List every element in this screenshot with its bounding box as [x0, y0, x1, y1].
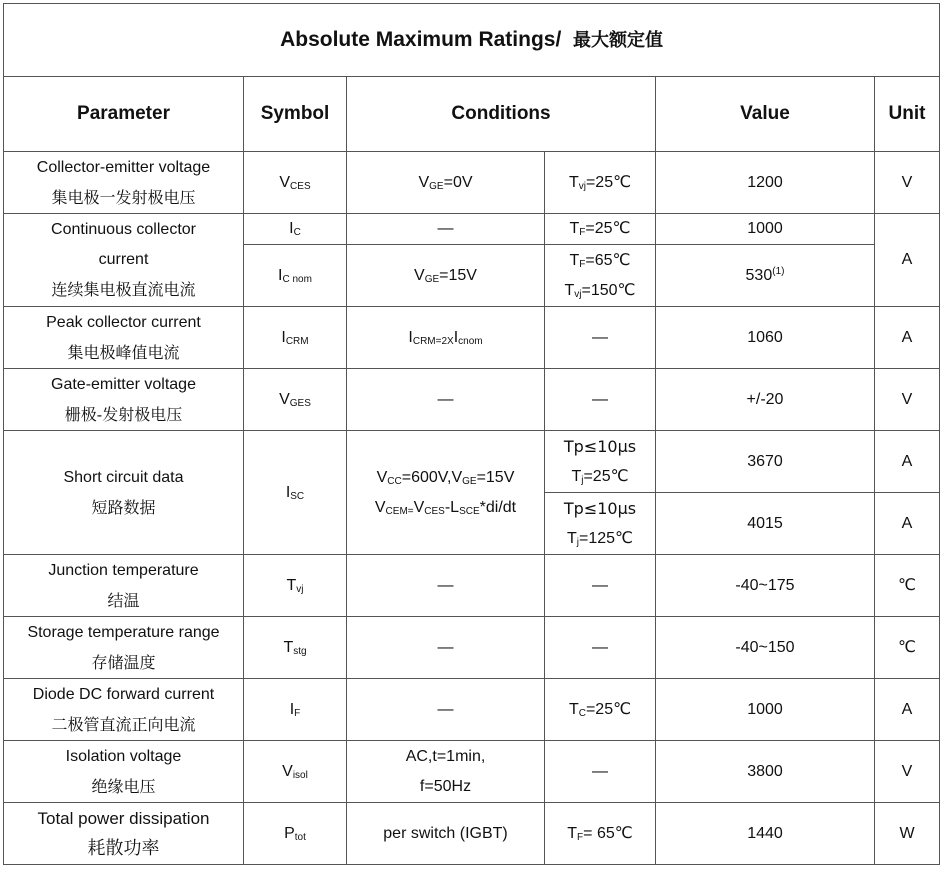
symbol-cell — [244, 617, 347, 679]
cond-rest: =25℃ — [585, 173, 632, 191]
symbol-main: V — [282, 762, 293, 780]
param-en: Diode DC forward current — [32, 685, 215, 703]
param-cell — [4, 555, 244, 617]
cond-part: V — [413, 498, 425, 516]
param-en: Storage temperature range — [27, 623, 220, 641]
param-en: Isolation voltage — [65, 747, 182, 765]
cond-sub: CEM= — [385, 505, 414, 517]
cond-sub: F — [577, 831, 584, 843]
condition-temp-cell: — — [545, 555, 656, 617]
header-value: Value — [656, 77, 875, 152]
value-cell: 3670 — [656, 431, 875, 493]
cond-sub: j — [581, 474, 584, 486]
cond-main: T — [571, 467, 582, 485]
condition-temp-cell — [545, 245, 656, 307]
value-number: 530 — [745, 266, 773, 284]
condition-temp-cell: — — [545, 617, 656, 679]
unit-cell: A — [875, 431, 940, 493]
symbol-sub: CRM — [285, 335, 309, 347]
condition-cell: — — [347, 369, 545, 431]
condition-cell: — — [347, 555, 545, 617]
symbol-sub: SC — [290, 490, 305, 502]
symbol-sub: vj — [296, 583, 304, 595]
value-cell: -40~175 — [656, 555, 875, 617]
condition-temp-cell — [545, 214, 656, 245]
value-cell: 1000 — [656, 214, 875, 245]
header-row — [4, 77, 940, 152]
row-tstg — [4, 617, 940, 679]
row-vces — [4, 152, 940, 214]
unit-cell: V — [875, 152, 940, 214]
symbol-main: I — [289, 700, 295, 718]
cond-sub: GE — [462, 475, 477, 487]
value-cell: 1060 — [656, 307, 875, 369]
symbol-sub: CES — [290, 180, 311, 192]
unit-cell: W — [875, 803, 940, 865]
unit-cell: A — [875, 307, 940, 369]
param-cell — [4, 152, 244, 214]
param-cell — [4, 307, 244, 369]
condition-temp-cell — [545, 679, 656, 741]
condition-temp-cell — [545, 152, 656, 214]
param-zh: 耗散功率 — [87, 837, 160, 859]
condition-cell: — — [347, 214, 545, 245]
cond-sub: CRM=2X — [412, 335, 454, 347]
condition-cell: — — [347, 617, 545, 679]
cond-part: V — [376, 468, 388, 486]
tj-condition — [547, 462, 653, 492]
symbol-cell — [244, 431, 347, 555]
cond-main-2: I — [453, 328, 459, 346]
cond-sub: SCE — [459, 505, 480, 517]
unit-cell: A — [875, 214, 940, 307]
tp-condition: Tp≤10μs — [563, 498, 637, 518]
symbol-cell — [244, 679, 347, 741]
condition-temp-cell: — — [545, 369, 656, 431]
table-title — [4, 4, 940, 77]
unit-cell: ℃ — [875, 555, 940, 617]
symbol-main: I — [278, 266, 283, 284]
param-zh: 短路数据 — [91, 497, 156, 517]
cond-sub: vj — [578, 180, 586, 192]
symbol-sub: F — [294, 707, 301, 719]
value-cell: 1440 — [656, 803, 875, 865]
row-vges — [4, 369, 940, 431]
cond-line-2 — [349, 493, 542, 523]
symbol-sub: tot — [294, 831, 306, 843]
cond-sub: GE — [424, 273, 440, 285]
cond-main: V — [414, 266, 425, 284]
cond-sub: F — [579, 227, 586, 238]
unit-cell: A — [875, 493, 940, 555]
row-ic — [4, 214, 940, 245]
param-cell — [4, 214, 244, 307]
cond-sub: F — [579, 258, 586, 270]
unit-cell: ℃ — [875, 617, 940, 679]
cond-part: V — [374, 498, 386, 516]
symbol-main: V — [279, 173, 291, 191]
row-tvj — [4, 555, 940, 617]
cond-sub: C — [578, 707, 586, 719]
condition-temp-cell — [545, 803, 656, 865]
condition-cell — [347, 307, 545, 369]
param-en: Gate-emitter voltage — [51, 375, 196, 393]
symbol-cell — [244, 245, 347, 307]
condition-temp-cell — [545, 493, 656, 555]
cond-main: T — [569, 220, 580, 237]
header-unit: Unit — [875, 77, 940, 152]
param-en: Collector-emitter voltage — [36, 158, 211, 176]
condition-cell — [347, 741, 545, 803]
param-en: Total power dissipation — [37, 808, 210, 828]
symbol-sub: C — [293, 227, 301, 238]
value-cell — [656, 245, 875, 307]
condition-temp-cell — [545, 431, 656, 493]
cond-rest: =15V — [439, 266, 477, 284]
cond-rest: =25℃ — [583, 467, 629, 485]
condition-cell — [347, 431, 545, 555]
param-zh: 集电极峰值电流 — [67, 342, 180, 362]
cond-sub-2: cnom — [458, 335, 483, 347]
cond-line-2: f=50Hz — [419, 777, 472, 795]
param-cell — [4, 679, 244, 741]
value-cell: -40~150 — [656, 617, 875, 679]
value-cell: 3800 — [656, 741, 875, 803]
param-cell — [4, 741, 244, 803]
row-if — [4, 679, 940, 741]
table-title-en: Absolute Maximum Ratings/ — [280, 27, 562, 51]
cond-rest: =25℃ — [585, 700, 632, 718]
cond-main: T — [568, 173, 579, 191]
cond-rest: =0V — [443, 173, 473, 191]
tj-condition — [547, 524, 653, 554]
symbol-sub: C nom — [282, 273, 312, 285]
header-conditions: Conditions — [347, 77, 656, 152]
cond-main: V — [418, 173, 430, 191]
tp-condition: Tp≤10μs — [563, 436, 637, 456]
cond-part: =600V,V — [401, 468, 463, 486]
cond-sub: CES — [424, 505, 445, 517]
param-cell — [4, 803, 244, 865]
param-zh: 绝缘电压 — [91, 776, 156, 796]
symbol-main: T — [286, 576, 297, 594]
param-zh: 栅极-发射极电压 — [64, 404, 183, 424]
param-zh: 二极管直流正向电流 — [51, 714, 196, 734]
symbol-main: V — [279, 390, 290, 408]
cond-rest: =65℃ — [585, 251, 631, 269]
symbol-sub: stg — [293, 645, 307, 657]
symbol-cell — [244, 555, 347, 617]
cond-rest: =150℃ — [581, 281, 636, 299]
footnote-ref: (1) — [772, 265, 785, 277]
param-cell — [4, 617, 244, 679]
header-parameter: Parameter — [4, 77, 244, 152]
symbol-cell — [244, 307, 347, 369]
cond-line-1: AC,t=1min, — [405, 747, 486, 765]
param-en-1: Continuous collector — [51, 221, 196, 238]
unit-cell: V — [875, 741, 940, 803]
cond-rest: =25℃ — [585, 220, 631, 237]
symbol-main: I — [289, 220, 294, 237]
row-ptot — [4, 803, 940, 865]
symbol-main: P — [284, 824, 295, 842]
condition-cell: — — [347, 679, 545, 741]
symbol-main: T — [283, 638, 294, 656]
cond-line-1 — [349, 463, 542, 493]
value-cell: 4015 — [656, 493, 875, 555]
symbol-cell — [244, 369, 347, 431]
condition-temp-cell: — — [545, 307, 656, 369]
param-en: Short circuit data — [63, 468, 184, 486]
param-cell — [4, 369, 244, 431]
param-cell — [4, 431, 244, 555]
value-cell: 1000 — [656, 679, 875, 741]
cond-main: T — [567, 824, 578, 842]
condition-cell: per switch (IGBT) — [347, 803, 545, 865]
param-en: Peak collector current — [46, 313, 201, 331]
cond-part: -L — [444, 498, 460, 516]
symbol-sub: GES — [289, 397, 311, 409]
cond-part: *di/dt — [479, 498, 517, 516]
symbol-cell — [244, 803, 347, 865]
header-symbol: Symbol — [244, 77, 347, 152]
cond-main: T — [564, 281, 575, 299]
cond-line-2 — [547, 276, 653, 306]
param-zh: 连续集电极直流电流 — [51, 280, 196, 299]
symbol-cell — [244, 741, 347, 803]
absolute-maximum-ratings-table — [3, 3, 940, 865]
symbol-main: I — [285, 483, 291, 501]
value-cell: +/-20 — [656, 369, 875, 431]
cond-rest: = 65℃ — [583, 824, 633, 842]
condition-cell — [347, 245, 545, 307]
param-zh: 结温 — [107, 590, 140, 610]
cond-sub: CC — [387, 475, 402, 487]
symbol-main: I — [281, 328, 286, 346]
unit-cell: V — [875, 369, 940, 431]
cond-part: =15V — [476, 468, 515, 486]
table-title-zh: 最大额定值 — [572, 29, 663, 51]
condition-cell — [347, 152, 545, 214]
unit-cell: A — [875, 679, 940, 741]
cond-sub: vj — [574, 288, 582, 300]
param-en: Junction temperature — [48, 561, 199, 579]
symbol-sub: isol — [292, 769, 308, 781]
symbol-cell — [244, 152, 347, 214]
param-zh: 集电极一发射极电压 — [51, 187, 196, 207]
cond-main: I — [408, 328, 413, 346]
value-cell: 1200 — [656, 152, 875, 214]
cond-sub: j — [576, 536, 579, 548]
symbol-cell — [244, 214, 347, 245]
condition-temp-cell: — — [545, 741, 656, 803]
row-isc — [4, 431, 940, 493]
cond-main: T — [568, 700, 579, 718]
row-icrm — [4, 307, 940, 369]
cond-main: T — [569, 251, 580, 269]
cond-line-1 — [547, 246, 653, 276]
cond-rest: =125℃ — [579, 529, 634, 547]
cond-sub: GE — [429, 180, 444, 192]
param-en-2: current — [98, 251, 149, 268]
cond-main: T — [566, 529, 577, 547]
param-zh: 存储温度 — [91, 652, 156, 672]
row-visol — [4, 741, 940, 803]
